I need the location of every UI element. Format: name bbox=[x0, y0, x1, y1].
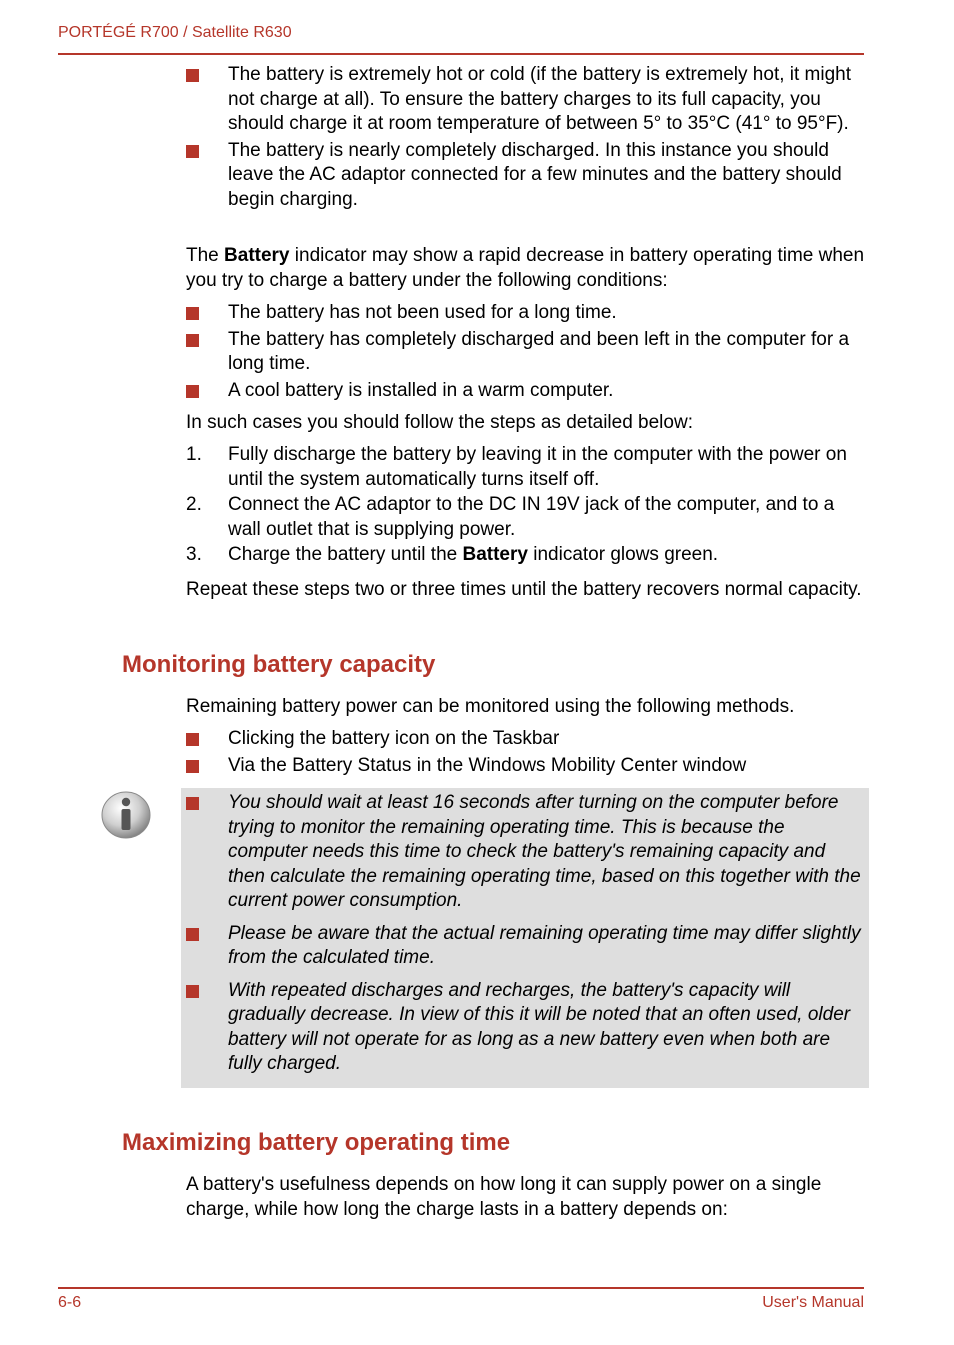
info-icon bbox=[100, 790, 152, 840]
header-rule bbox=[58, 53, 864, 55]
list-item: The battery has completely discharged and been left in the computer for a long time. bbox=[186, 328, 868, 377]
maximizing-intro-paragraph: A battery's usefulness depends on how long it can supply power on a single charge, while how long the charge lasts in a battery depends on: bbox=[186, 1174, 822, 1220]
list-item: The battery has not been used for a long time. bbox=[186, 301, 868, 326]
list-item: Via the Battery Status in the Windows Mobility Center window bbox=[186, 754, 868, 779]
note-item: Please be aware that the actual remaining operating time may differ slightly from the calculated time. bbox=[186, 922, 866, 971]
manual-title: User's Manual bbox=[762, 1294, 864, 1311]
list-item: Clicking the battery icon on the Taskbar bbox=[186, 727, 868, 752]
section-heading-maximizing: Maximizing battery operating time bbox=[122, 1129, 511, 1156]
bullet-square-icon bbox=[186, 760, 199, 773]
monitoring-methods-list bbox=[186, 727, 868, 780]
bullet-square-icon bbox=[186, 334, 199, 347]
repeat-steps-paragraph: Repeat these steps two or three times until the battery recovers normal capacity. bbox=[186, 579, 862, 600]
step-item: 3. Charge the battery until the Battery indicator glows green. bbox=[186, 544, 719, 565]
bullet-square-icon bbox=[186, 797, 199, 810]
bullet-square-icon bbox=[186, 385, 199, 398]
page-number: 6-6 bbox=[58, 1294, 82, 1311]
list-item: The battery is nearly completely discharged. In this instance you should leave the AC adaptor connected for a few minutes and the battery should begin charging. bbox=[186, 139, 868, 213]
step-item: 1. Fully discharge the battery by leaving it in the computer with the power on until the system automatically turns itself off. bbox=[186, 444, 847, 490]
note-item: With repeated discharges and recharges, the battery's capacity will gradually decrease. In view of this it will be noted that an often used, older battery will not operate for as long as a new battery even when both are fully charged. bbox=[186, 979, 866, 1077]
monitoring-intro-paragraph: Remaining battery power can be monitored using the following methods. bbox=[186, 696, 795, 717]
footer-rule bbox=[58, 1287, 864, 1289]
bullet-square-icon bbox=[186, 733, 199, 746]
steps-intro-paragraph: In such cases you should follow the steps as detailed below: bbox=[186, 412, 693, 433]
charging-conditions-list bbox=[186, 63, 868, 214]
note-list bbox=[186, 791, 866, 1085]
rapid-decrease-conditions-list bbox=[186, 301, 868, 405]
section-heading-monitoring: Monitoring battery capacity bbox=[122, 651, 436, 678]
battery-indicator-paragraph: The Battery indicator may show a rapid decrease in battery operating time when you try to charge a battery under the following conditions: bbox=[186, 245, 865, 291]
running-header-title: PORTÉGÉ R700 / Satellite R630 bbox=[58, 24, 292, 41]
list-item: The battery is extremely hot or cold (if the battery is extremely hot, it might not charge at all). To ensure the battery charges to its full capacity, you should charge it at room temperature of between 5° to 35°C (41° to 95°F). bbox=[186, 63, 868, 137]
step-item: 2. Connect the AC adaptor to the DC IN 19V jack of the computer, and to a wall outlet that is supplying power. bbox=[186, 494, 835, 540]
bullet-square-icon bbox=[186, 69, 199, 82]
bullet-square-icon bbox=[186, 307, 199, 320]
list-item: A cool battery is installed in a warm computer. bbox=[186, 379, 868, 404]
note-item: You should wait at least 16 seconds after turning on the computer before trying to monitor the remaining operating time. This is because the computer needs this time to check the battery's remaining capacity and then calculate the remaining operating time, based on this together with the current power consumption. bbox=[186, 791, 866, 914]
bullet-square-icon bbox=[186, 985, 199, 998]
bullet-square-icon bbox=[186, 928, 199, 941]
recovery-steps-list bbox=[186, 443, 868, 569]
bullet-square-icon bbox=[186, 145, 199, 158]
